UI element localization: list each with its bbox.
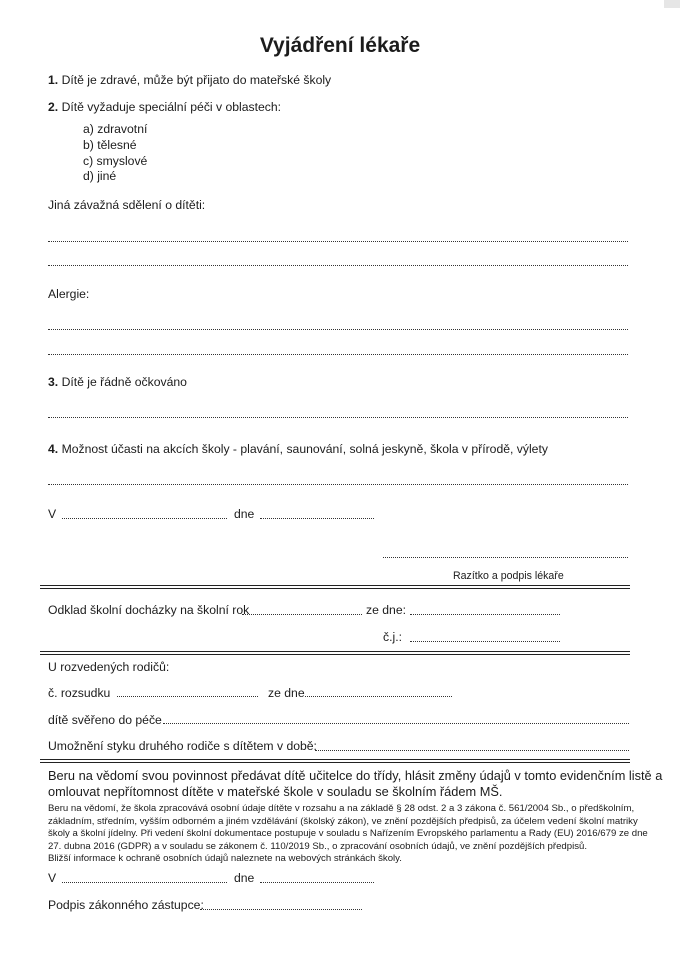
divorced-heading: U rozvedených rodičů: [48,660,170,674]
acknowledge-line-2: omlouvat nepřítomnost dítěte v mateřské škole v souladu se školním řádem MŠ. [48,784,503,799]
stamp-signature-label: Razítko a podpis lékaře [453,570,564,582]
item-3-text: Dítě je řádně očkováno [61,375,187,389]
option-c: c) smyslové [83,154,148,168]
item-2 [48,100,281,114]
scan-edge-mark [664,0,680,8]
item-4-number: 4. [48,442,59,456]
item-4 [48,442,548,456]
deferral-date-label: ze dne: [366,603,406,617]
custody-label: dítě svěřeno do péče [48,713,162,727]
other-info-line-2[interactable] [48,265,628,266]
item-1-number: 1. [48,73,59,87]
deferral-date-field[interactable] [410,614,560,615]
item-3 [48,375,187,389]
allergy-line-1[interactable] [48,329,628,330]
other-info-line-1[interactable] [48,241,628,242]
verdict-date-field[interactable] [305,696,452,697]
section-divider-3 [40,759,630,763]
item-4-text: Možnost účasti na akcích školy - plavání, saunování, solná jeskyně, škola v přírodě, výlety [61,442,548,456]
contact-field[interactable] [315,750,629,751]
section-divider-2 [40,651,630,655]
item-2-text: Dítě vyžaduje speciální péči v oblastech: [61,100,282,114]
verdict-label: č. rozsudku [48,686,111,700]
item-3-line[interactable] [48,417,628,418]
guardian-date-field[interactable] [260,882,374,883]
allergy-line-2[interactable] [48,354,628,355]
item-3-number: 3. [48,375,59,389]
deferral-ref-field[interactable] [410,641,560,642]
doctor-date-field[interactable] [260,518,374,519]
gdpr-line-3: školy a školní jídelny. Při vedení školní dokumentace postupuje v souladu s Nařízením Evropského parlamentu a Rady (EU) 2016/679 ze dne [48,828,648,840]
stamp-signature-line[interactable] [383,557,628,558]
option-a: a) zdravotní [83,122,148,136]
doctor-date-label: dne [234,507,255,521]
doctor-place-field[interactable] [62,518,227,519]
guardian-place-label: V [48,871,57,885]
verdict-date-label: ze dne [268,686,305,700]
allergy-label: Alergie: [48,287,90,301]
item-1 [48,73,331,87]
item-4-line[interactable] [48,484,628,485]
guardian-date-label: dne [234,871,255,885]
acknowledge-line-1: Beru na vědomí svou povinnost předávat dítě učitelce do třídy, hlásit změny údajů v tomto evidenčním listě a [48,768,663,783]
option-d: d) jiné [83,169,117,183]
gdpr-line-2: základním, středním, vyšším odborném a jiném vzdělávání (školský zákon), ve znění pozdějších předpisů, za účelem vedení školní matriky [48,815,638,827]
verdict-number-field[interactable] [117,696,258,697]
deferral-label: Odklad školní docházky na školní rok [48,603,250,617]
section-divider-1 [40,585,630,589]
option-b: b) tělesné [83,138,137,152]
deferral-ref-label: č.j.: [383,630,402,644]
item-1-text: Dítě je zdravé, může být přijato do mateřské školy [61,73,332,87]
other-info-label: Jiná závažná sdělení o dítěti: [48,198,206,212]
custody-field[interactable] [163,723,629,724]
guardian-place-field[interactable] [62,882,227,883]
doctor-place-label: V [48,507,57,521]
gdpr-line-5: Bližší informace k ochraně osobních údajů naleznete na webových stránkách školy. [48,853,402,865]
contact-label: Umožnění styku druhého rodiče s dítětem v době: [48,739,317,753]
page-title: Vyjádření lékaře [259,34,421,57]
gdpr-line-4: 27. dubna 2016 (GDPR) a v souladu se zákonem č. 110/2019 Sb., o zpracování osobních údajů, ve znění pozdějších předpisů. [48,840,588,852]
gdpr-line-1: Beru na vědomí, že škola zpracovává osobní údaje dítěte v rozsahu a na základě § 28 odst. 2 a 3 zákona č. 561/2004 Sb., o předškolním, [48,803,635,814]
guardian-signature-field[interactable] [200,909,362,910]
deferral-year-field[interactable] [242,614,362,615]
item-2-number: 2. [48,100,59,114]
guardian-signature-label: Podpis zákonného zástupce: [48,898,204,912]
